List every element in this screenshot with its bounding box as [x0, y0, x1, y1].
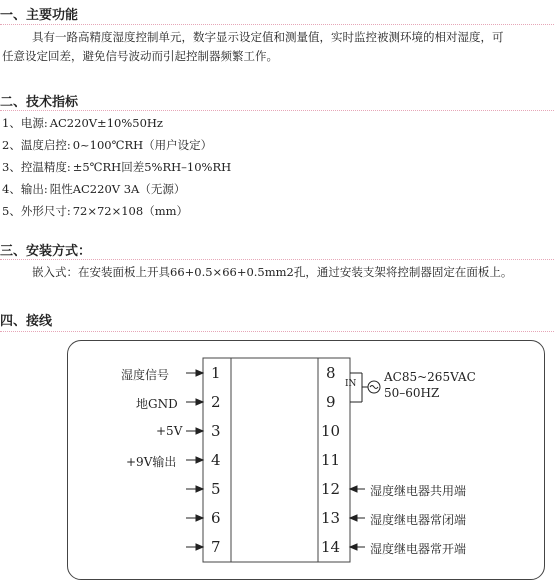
section-title-wiring: 四、接线 — [0, 314, 53, 329]
spec-value: 0~100℃RH（用户设定） — [72, 138, 213, 152]
function-text-line-2: 任意设定回差，避免信号波动而引起控制器频繁工作。 — [2, 49, 278, 63]
spec-value: ±5℃RH回差5%RH–10%RH — [72, 160, 232, 174]
label-relay-common: 湿度继电器共用端 — [370, 484, 467, 498]
terminal-12: 12 — [321, 480, 341, 498]
install-text: 嵌入式：在安装面板上开具66+0.5×66+0.5mm2孔，通过安装支架将控制器固定在面板上。 — [32, 265, 513, 279]
label-5v: +5V — [156, 424, 183, 438]
label-relay-nc: 湿度继电器常闭端 — [370, 513, 467, 527]
terminal-14: 14 — [321, 538, 341, 556]
terminal-13: 13 — [321, 509, 341, 527]
section-title-install: 三、安装方式： — [0, 244, 92, 259]
terminal-2: 2 — [211, 393, 221, 411]
terminal-11: 11 — [321, 451, 341, 469]
spec-label: 3、控温精度: — [2, 160, 71, 174]
spec-label: 4、输出: — [2, 182, 48, 196]
spec-value: 阻性AC220V 3A（无源） — [49, 182, 186, 196]
section-title-function: 一、主要功能 — [0, 8, 79, 23]
section-title-specs: 二、技术指标 — [0, 95, 79, 110]
terminal-9: 9 — [326, 393, 336, 411]
terminal-7: 7 — [211, 538, 221, 556]
spec-label: 5、外形尺寸: — [2, 204, 71, 218]
label-relay-no: 湿度继电器常开端 — [370, 542, 467, 556]
spec-label: 2、温度启控: — [2, 138, 71, 152]
label-ground: 地GND — [136, 397, 178, 411]
spec-value: 72×72×108（mm） — [72, 204, 189, 218]
label-humidity-signal: 湿度信号 — [121, 368, 170, 382]
terminal-10: 10 — [321, 422, 341, 440]
spec-label: 1、电源: — [2, 116, 48, 130]
label-9v-output: +9V输出 — [126, 455, 177, 469]
power-in-label: IN — [345, 379, 357, 389]
terminal-1: 1 — [211, 364, 221, 382]
power-spec-frequency: 50–60HZ — [384, 386, 440, 400]
terminal-3: 3 — [211, 422, 221, 440]
function-text-line-1: 具有一路高精度湿度控制单元，数字显示设定值和测量值，实时监控被测环境的相对湿度，可 — [32, 30, 504, 44]
terminal-8: 8 — [326, 364, 336, 382]
spec-value: AC220V±10%50Hz — [49, 116, 163, 130]
terminal-4: 4 — [211, 451, 221, 469]
power-spec-voltage: AC85~265VAC — [384, 370, 476, 384]
terminal-6: 6 — [211, 509, 221, 527]
terminal-5: 5 — [211, 480, 221, 498]
